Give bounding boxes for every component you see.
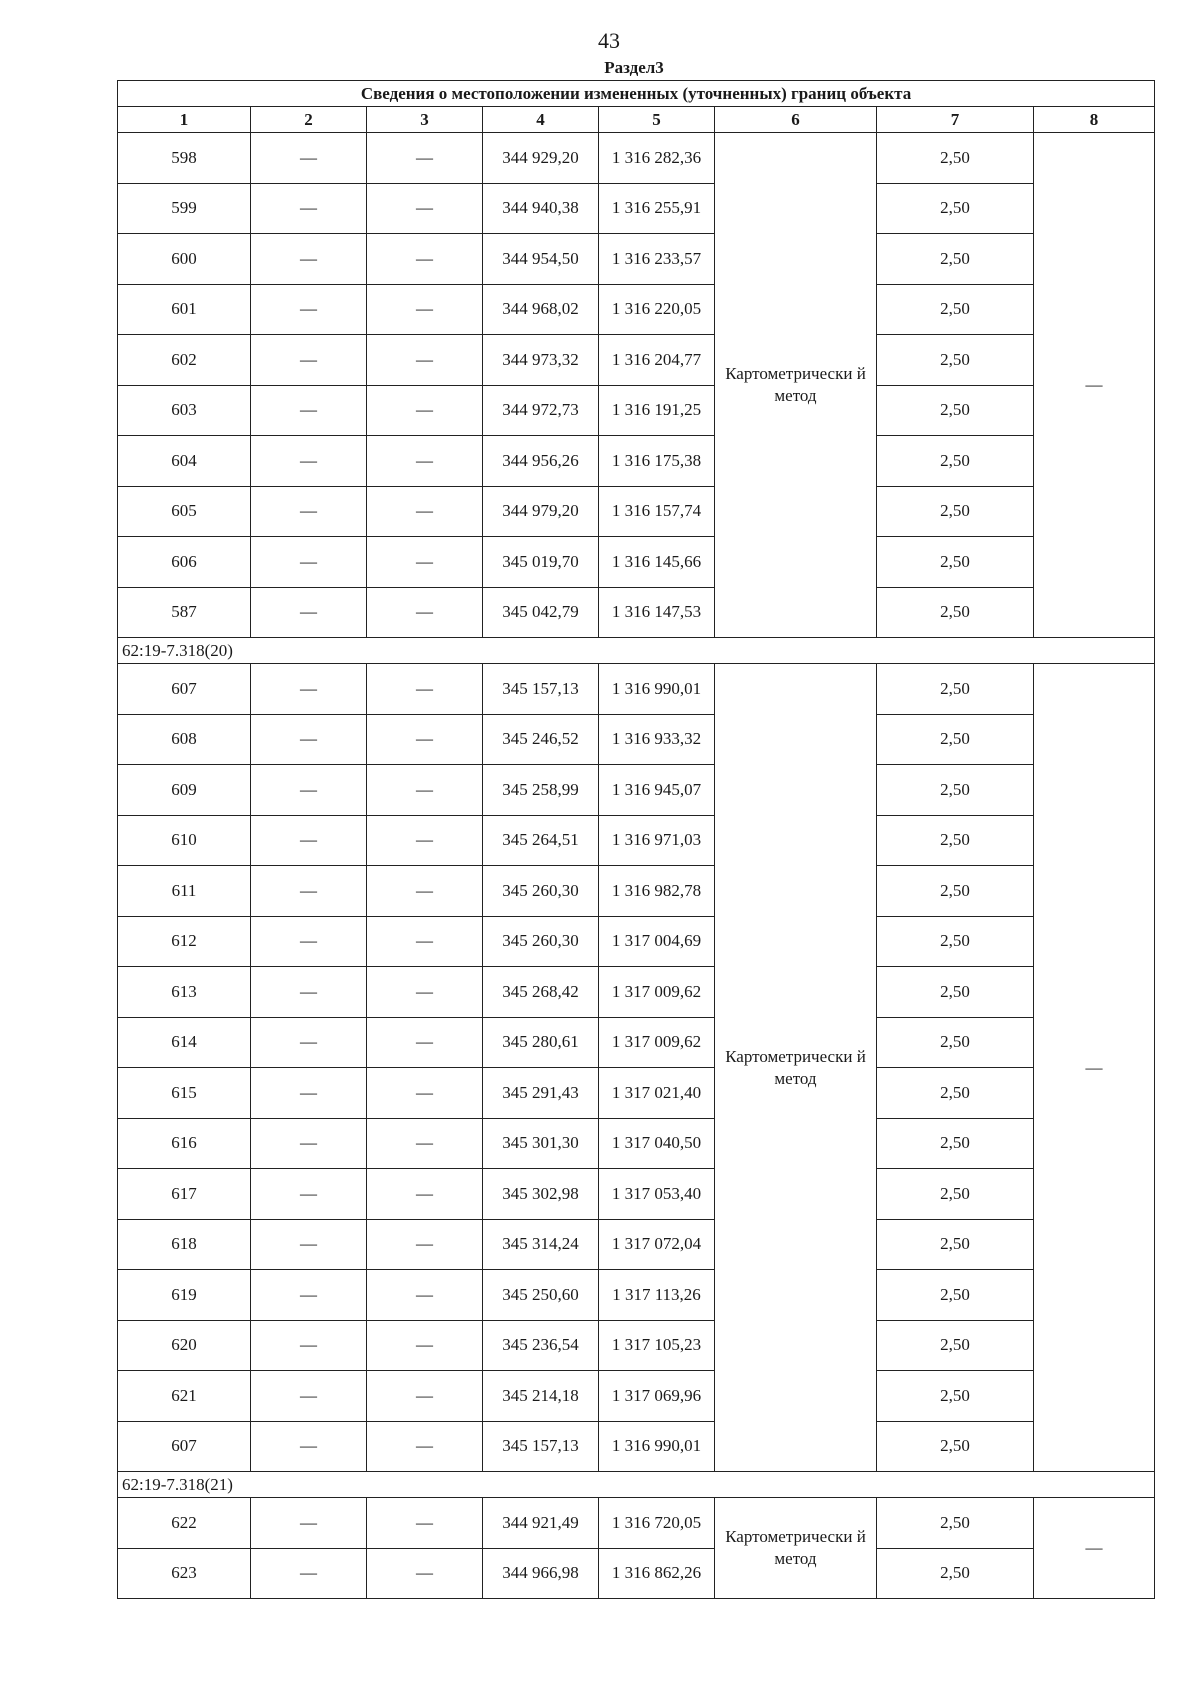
col2-cell: — [251, 765, 367, 816]
y-coordinate-cell: 1 316 191,25 [599, 385, 715, 436]
table-row [118, 1548, 1155, 1599]
accuracy-cell: 2,50 [877, 486, 1034, 537]
col3-cell: — [367, 1371, 483, 1422]
y-coordinate-cell: 1 317 069,96 [599, 1371, 715, 1422]
point-number-cell: 615 [118, 1068, 251, 1119]
col2-cell: — [251, 335, 367, 386]
col3-cell: — [367, 916, 483, 967]
boundary-table [117, 80, 1155, 1599]
table-title: Сведения о местоположении измененных (уточненных) границ объекта [118, 81, 1155, 107]
x-coordinate-cell: 344 940,38 [483, 183, 599, 234]
col2-cell: — [251, 916, 367, 967]
col3-cell: — [367, 436, 483, 487]
point-number-cell: 598 [118, 133, 251, 184]
table-row [118, 765, 1155, 816]
table-row [118, 537, 1155, 588]
table-row [118, 916, 1155, 967]
col3-cell: — [367, 486, 483, 537]
point-number-cell: 599 [118, 183, 251, 234]
accuracy-cell: 2,50 [877, 587, 1034, 638]
table-row [118, 234, 1155, 285]
accuracy-cell: 2,50 [877, 916, 1034, 967]
x-coordinate-cell: 344 972,73 [483, 385, 599, 436]
accuracy-cell: 2,50 [877, 133, 1034, 184]
col3-cell: — [367, 1118, 483, 1169]
table-row [118, 815, 1155, 866]
x-coordinate-cell: 345 246,52 [483, 714, 599, 765]
accuracy-cell: 2,50 [877, 1371, 1034, 1422]
column-number: 8 [1034, 107, 1155, 133]
x-coordinate-cell: 344 966,98 [483, 1548, 599, 1599]
point-number-cell: 614 [118, 1017, 251, 1068]
x-coordinate-cell: 345 258,99 [483, 765, 599, 816]
y-coordinate-cell: 1 316 175,38 [599, 436, 715, 487]
x-coordinate-cell: 344 973,32 [483, 335, 599, 386]
table-row [118, 486, 1155, 537]
x-coordinate-cell: 345 236,54 [483, 1320, 599, 1371]
x-coordinate-cell: 345 291,43 [483, 1068, 599, 1119]
y-coordinate-cell: 1 316 720,05 [599, 1498, 715, 1549]
point-number-cell: 604 [118, 436, 251, 487]
accuracy-cell: 2,50 [877, 1017, 1034, 1068]
col3-cell: — [367, 1169, 483, 1220]
col2-cell: — [251, 537, 367, 588]
x-coordinate-cell: 345 260,30 [483, 866, 599, 917]
table-row [118, 1219, 1155, 1270]
accuracy-cell: 2,50 [877, 436, 1034, 487]
col2-cell: — [251, 815, 367, 866]
col2-cell: — [251, 486, 367, 537]
group-label: 62:19-7.318(21) [118, 1472, 1155, 1498]
table-row [118, 436, 1155, 487]
x-coordinate-cell: 345 301,30 [483, 1118, 599, 1169]
table-row [118, 1017, 1155, 1068]
col2-cell: — [251, 1421, 367, 1472]
x-coordinate-cell: 344 956,26 [483, 436, 599, 487]
x-coordinate-cell: 344 921,49 [483, 1498, 599, 1549]
y-coordinate-cell: 1 316 255,91 [599, 183, 715, 234]
accuracy-cell: 2,50 [877, 1219, 1034, 1270]
point-number-cell: 618 [118, 1219, 251, 1270]
col3-cell: — [367, 765, 483, 816]
accuracy-cell: 2,50 [877, 1421, 1034, 1472]
group-header-row [118, 638, 1155, 664]
table-row [118, 866, 1155, 917]
col2-cell: — [251, 234, 367, 285]
x-coordinate-cell: 344 954,50 [483, 234, 599, 285]
y-coordinate-cell: 1 317 040,50 [599, 1118, 715, 1169]
method-cell: Картометрически й метод [715, 1498, 877, 1599]
col3-cell: — [367, 587, 483, 638]
accuracy-cell: 2,50 [877, 664, 1034, 715]
col3-cell: — [367, 1270, 483, 1321]
col3-cell: — [367, 714, 483, 765]
x-coordinate-cell: 345 214,18 [483, 1371, 599, 1422]
column-number: 4 [483, 107, 599, 133]
col2-cell: — [251, 714, 367, 765]
x-coordinate-cell: 345 157,13 [483, 664, 599, 715]
col3-cell: — [367, 1320, 483, 1371]
point-number-cell: 610 [118, 815, 251, 866]
col3-cell: — [367, 664, 483, 715]
x-coordinate-cell: 345 260,30 [483, 916, 599, 967]
col8-cell: — [1034, 664, 1155, 1472]
col3-cell: — [367, 815, 483, 866]
method-cell: Картометрически й метод [715, 664, 877, 1472]
col2-cell: — [251, 967, 367, 1018]
point-number-cell: 601 [118, 284, 251, 335]
col2-cell: — [251, 1371, 367, 1422]
point-number-cell: 609 [118, 765, 251, 816]
group-header-row [118, 1472, 1155, 1498]
group-label: 62:19-7.318(20) [118, 638, 1155, 664]
column-number: 6 [715, 107, 877, 133]
accuracy-cell: 2,50 [877, 284, 1034, 335]
table-row [118, 1169, 1155, 1220]
y-coordinate-cell: 1 317 072,04 [599, 1219, 715, 1270]
table-row [118, 1068, 1155, 1119]
accuracy-cell: 2,50 [877, 1320, 1034, 1371]
accuracy-cell: 2,50 [877, 815, 1034, 866]
col2-cell: — [251, 1169, 367, 1220]
table-row [118, 183, 1155, 234]
y-coordinate-cell: 1 316 971,03 [599, 815, 715, 866]
col2-cell: — [251, 1548, 367, 1599]
accuracy-cell: 2,50 [877, 1498, 1034, 1549]
table-row [118, 1421, 1155, 1472]
y-coordinate-cell: 1 316 147,53 [599, 587, 715, 638]
x-coordinate-cell: 344 968,02 [483, 284, 599, 335]
y-coordinate-cell: 1 316 233,57 [599, 234, 715, 285]
col2-cell: — [251, 1320, 367, 1371]
point-number-cell: 613 [118, 967, 251, 1018]
section-title: Раздел3 [604, 58, 664, 77]
column-number: 2 [251, 107, 367, 133]
point-number-cell: 606 [118, 537, 251, 588]
y-coordinate-cell: 1 317 113,26 [599, 1270, 715, 1321]
accuracy-cell: 2,50 [877, 537, 1034, 588]
point-number-cell: 623 [118, 1548, 251, 1599]
column-number: 3 [367, 107, 483, 133]
x-coordinate-cell: 344 929,20 [483, 133, 599, 184]
x-coordinate-cell: 345 157,13 [483, 1421, 599, 1472]
column-number: 1 [118, 107, 251, 133]
point-number-cell: 621 [118, 1371, 251, 1422]
point-number-cell: 587 [118, 587, 251, 638]
point-number-cell: 607 [118, 1421, 251, 1472]
col2-cell: — [251, 587, 367, 638]
table-row [118, 1270, 1155, 1321]
col2-cell: — [251, 1068, 367, 1119]
col3-cell: — [367, 284, 483, 335]
table-row [118, 284, 1155, 335]
y-coordinate-cell: 1 317 021,40 [599, 1068, 715, 1119]
y-coordinate-cell: 1 316 282,36 [599, 133, 715, 184]
col3-cell: — [367, 1219, 483, 1270]
column-number: 5 [599, 107, 715, 133]
y-coordinate-cell: 1 317 009,62 [599, 967, 715, 1018]
accuracy-cell: 2,50 [877, 765, 1034, 816]
y-coordinate-cell: 1 317 105,23 [599, 1320, 715, 1371]
x-coordinate-cell: 345 264,51 [483, 815, 599, 866]
y-coordinate-cell: 1 316 145,66 [599, 537, 715, 588]
col3-cell: — [367, 866, 483, 917]
point-number-cell: 602 [118, 335, 251, 386]
x-coordinate-cell: 345 280,61 [483, 1017, 599, 1068]
y-coordinate-cell: 1 316 933,32 [599, 714, 715, 765]
accuracy-cell: 2,50 [877, 385, 1034, 436]
method-cell: Картометрически й метод [715, 133, 877, 638]
col2-cell: — [251, 284, 367, 335]
table-row [118, 1118, 1155, 1169]
y-coordinate-cell: 1 316 157,74 [599, 486, 715, 537]
point-number-cell: 617 [118, 1169, 251, 1220]
point-number-cell: 619 [118, 1270, 251, 1321]
col2-cell: — [251, 1118, 367, 1169]
col3-cell: — [367, 183, 483, 234]
table-row [118, 1498, 1155, 1549]
point-number-cell: 612 [118, 916, 251, 967]
accuracy-cell: 2,50 [877, 866, 1034, 917]
table-row [118, 967, 1155, 1018]
col2-cell: — [251, 866, 367, 917]
col2-cell: — [251, 385, 367, 436]
table-row [118, 714, 1155, 765]
col2-cell: — [251, 1498, 367, 1549]
col3-cell: — [367, 234, 483, 285]
column-numbers-row [118, 107, 1155, 133]
column-number: 7 [877, 107, 1034, 133]
col2-cell: — [251, 183, 367, 234]
x-coordinate-cell: 345 314,24 [483, 1219, 599, 1270]
y-coordinate-cell: 1 317 004,69 [599, 916, 715, 967]
y-coordinate-cell: 1 316 982,78 [599, 866, 715, 917]
x-coordinate-cell: 345 268,42 [483, 967, 599, 1018]
col3-cell: — [367, 967, 483, 1018]
col3-cell: — [367, 385, 483, 436]
col2-cell: — [251, 1017, 367, 1068]
table-row [118, 1371, 1155, 1422]
table-title-row [118, 81, 1155, 107]
x-coordinate-cell: 345 250,60 [483, 1270, 599, 1321]
point-number-cell: 600 [118, 234, 251, 285]
table-row [118, 587, 1155, 638]
x-coordinate-cell: 345 019,70 [483, 537, 599, 588]
col8-cell: — [1034, 133, 1155, 638]
col3-cell: — [367, 1421, 483, 1472]
accuracy-cell: 2,50 [877, 714, 1034, 765]
y-coordinate-cell: 1 316 204,77 [599, 335, 715, 386]
point-number-cell: 608 [118, 714, 251, 765]
point-number-cell: 616 [118, 1118, 251, 1169]
point-number-cell: 603 [118, 385, 251, 436]
y-coordinate-cell: 1 316 862,26 [599, 1548, 715, 1599]
table-row [118, 1320, 1155, 1371]
page-number: 43 [598, 28, 620, 53]
point-number-cell: 622 [118, 1498, 251, 1549]
accuracy-cell: 2,50 [877, 967, 1034, 1018]
accuracy-cell: 2,50 [877, 335, 1034, 386]
accuracy-cell: 2,50 [877, 1548, 1034, 1599]
col2-cell: — [251, 664, 367, 715]
col3-cell: — [367, 1017, 483, 1068]
x-coordinate-cell: 344 979,20 [483, 486, 599, 537]
x-coordinate-cell: 345 042,79 [483, 587, 599, 638]
point-number-cell: 605 [118, 486, 251, 537]
accuracy-cell: 2,50 [877, 1118, 1034, 1169]
col2-cell: — [251, 436, 367, 487]
y-coordinate-cell: 1 316 990,01 [599, 664, 715, 715]
table-row [118, 133, 1155, 184]
accuracy-cell: 2,50 [877, 183, 1034, 234]
table-row [118, 385, 1155, 436]
x-coordinate-cell: 345 302,98 [483, 1169, 599, 1220]
col3-cell: — [367, 335, 483, 386]
col3-cell: — [367, 537, 483, 588]
col8-cell: — [1034, 1498, 1155, 1599]
accuracy-cell: 2,50 [877, 1169, 1034, 1220]
table-row [118, 664, 1155, 715]
point-number-cell: 620 [118, 1320, 251, 1371]
accuracy-cell: 2,50 [877, 234, 1034, 285]
accuracy-cell: 2,50 [877, 1068, 1034, 1119]
y-coordinate-cell: 1 316 990,01 [599, 1421, 715, 1472]
col3-cell: — [367, 1068, 483, 1119]
col3-cell: — [367, 1498, 483, 1549]
col3-cell: — [367, 1548, 483, 1599]
col3-cell: — [367, 133, 483, 184]
y-coordinate-cell: 1 317 009,62 [599, 1017, 715, 1068]
col2-cell: — [251, 133, 367, 184]
accuracy-cell: 2,50 [877, 1270, 1034, 1321]
table-row [118, 335, 1155, 386]
col2-cell: — [251, 1219, 367, 1270]
y-coordinate-cell: 1 317 053,40 [599, 1169, 715, 1220]
point-number-cell: 611 [118, 866, 251, 917]
y-coordinate-cell: 1 316 220,05 [599, 284, 715, 335]
col2-cell: — [251, 1270, 367, 1321]
point-number-cell: 607 [118, 664, 251, 715]
y-coordinate-cell: 1 316 945,07 [599, 765, 715, 816]
